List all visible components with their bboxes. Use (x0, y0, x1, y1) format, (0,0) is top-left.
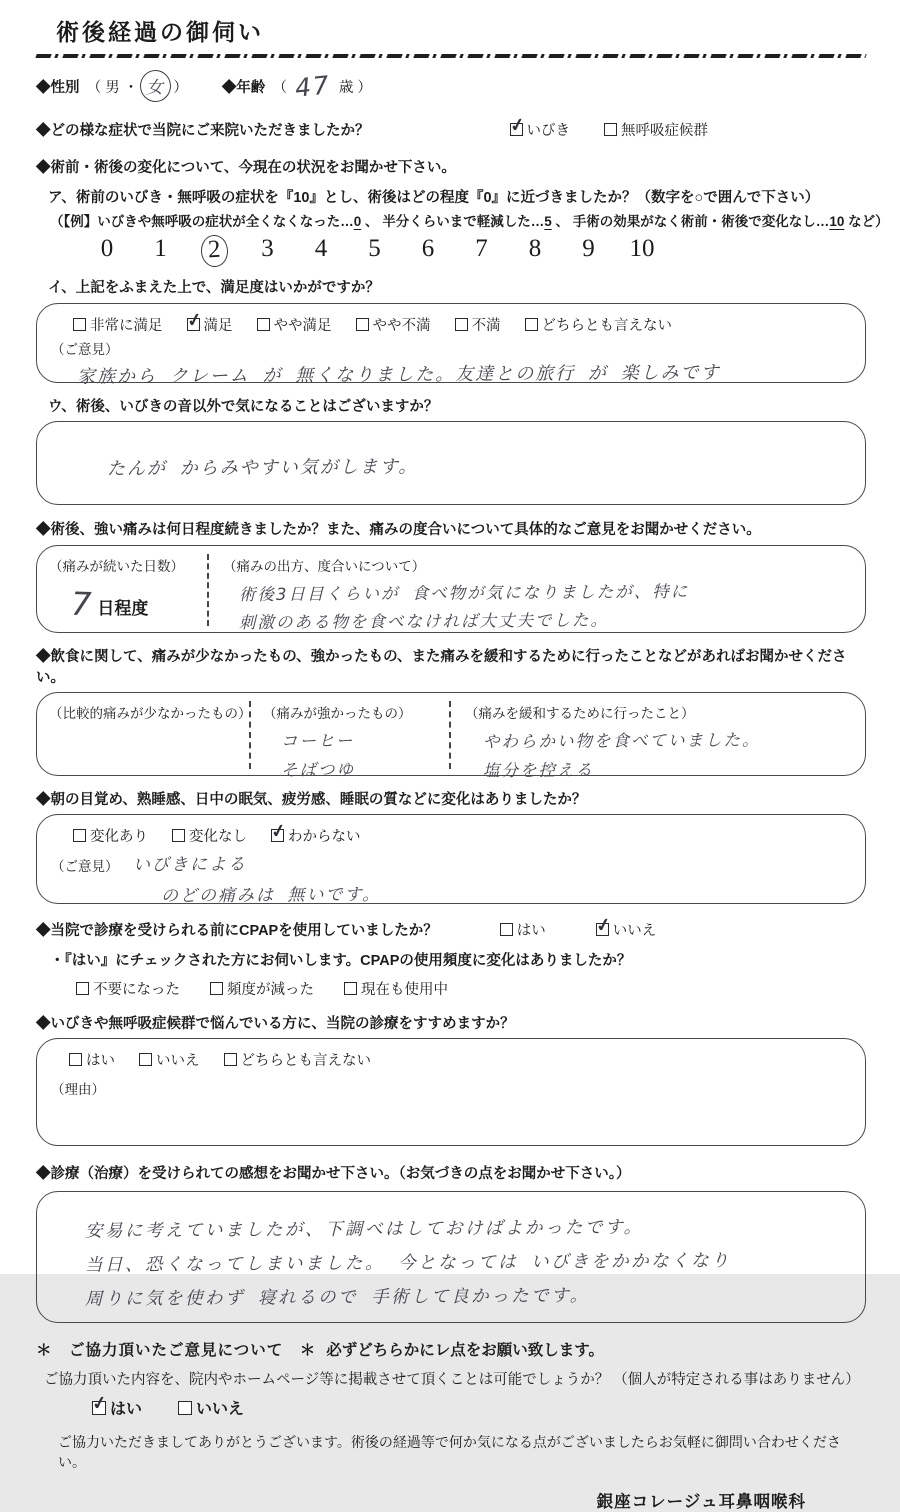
question-b: イ、上記をふまえた上で、満足度はいかがですか？ (48, 280, 380, 296)
diet-col2-line1-handwritten: コーヒー (280, 731, 355, 751)
checkbox-checked-icon[interactable] (510, 123, 523, 136)
checkbox-recommend-iie[interactable]: いいえ (139, 1049, 200, 1070)
concerns-answer-handwritten: たんが からみやすい気がします。 (106, 456, 419, 480)
sleep-question: ◆朝の目覚め、熟睡感、日中の眠気、疲労感、睡眠の質などに変化はありましたか？ (36, 792, 587, 808)
satisfaction-box (36, 303, 866, 388)
footer-heading-label: ＊ ご協力頂いたご意見について ＊ (36, 1342, 317, 1359)
checkbox-cpap-hai[interactable]: はい (500, 919, 546, 940)
checkbox-unchecked-icon[interactable] (257, 318, 270, 331)
cpap-followup-options (76, 978, 866, 999)
pain-detail-line2-handwritten: 刺激のある物を食べなければ大丈夫でした。 (238, 610, 610, 633)
diet-col1-label: （比較的痛みが少なかったもの） (49, 706, 252, 721)
gender-label: ◆性別 (36, 79, 80, 96)
page-title: 術後経過の御伺い (56, 19, 264, 45)
checkbox-unchecked-icon[interactable] (224, 1053, 237, 1066)
checkbox-permission-iie[interactable]: いいえ (178, 1396, 244, 1419)
checkbox-unchecked-icon[interactable] (178, 1401, 192, 1415)
checkbox-mukokyu[interactable]: 無呼吸症候群 (604, 119, 708, 140)
checkbox-unchecked-icon[interactable] (525, 318, 538, 331)
pain-days-unit: 日程度 (97, 599, 149, 618)
scale-4[interactable]: 4 (314, 235, 328, 262)
checkbox-unchecked-icon[interactable] (455, 318, 468, 331)
diet-box (36, 692, 866, 781)
checkbox-henka-nashi[interactable]: 変化なし (172, 825, 247, 846)
permission-options (92, 1396, 866, 1419)
question-c: ウ、術後、いびきの音以外で気になることはございますか？ (48, 399, 439, 415)
example-line: （【例】いびきや無呼吸の症状が全くなくなった…0 、 半分くらいまで軽減した…5 、 手術の効果がなく術前・術後で変化なし…10 など） (50, 214, 889, 229)
satisfaction-comment-handwritten: 家族から クレーム が 無くなりました。友達との旅行 が 楽しみです (76, 362, 721, 388)
checkbox-unchecked-icon[interactable] (604, 123, 617, 136)
permission-question: ご協力頂いた内容を、院内やホームページ等に掲載させて頂くことは可能でしょうか？ （個人が特定される事はありません） (44, 1372, 860, 1388)
reason-label: （理由） (51, 1082, 105, 1097)
sleep-box (36, 814, 866, 907)
pain-detail-line1-handwritten: 術後3日目くらいが 食べ物が気になりましたが、特に (238, 581, 690, 605)
checkbox-yaya-fuman[interactable]: やや不満 (356, 314, 431, 335)
pain-days-label: （痛みが続いた日数） (49, 559, 184, 574)
checkbox-dochira[interactable]: どちらとも言えない (525, 314, 673, 335)
checkbox-unchecked-icon[interactable] (172, 829, 185, 842)
profile-row (36, 70, 866, 102)
checkbox-hindo-hetta[interactable]: 頻度が減った (210, 978, 314, 999)
age-value-handwritten: 47 (293, 69, 333, 103)
checkbox-unchecked-icon[interactable] (139, 1053, 152, 1066)
clinic-name: 銀座コレージュ耳鼻咽喉科 (596, 1493, 806, 1511)
cpap-row (36, 919, 866, 940)
concerns-box (36, 421, 866, 505)
diet-col3-label: （痛みを緩和するために行ったこと） (465, 706, 695, 721)
gender-selected-circled: 女 (140, 70, 171, 102)
diet-question: ◆飲食に関して、痛みが少なかったもの、強かったもの、また痛みを緩和するために行ったことなどがあればお聞かせください。 (36, 649, 847, 686)
scale-10[interactable]: 10 (629, 235, 655, 262)
impressions-question: ◆診療（治療）を受けられての感想をお聞かせ下さい。（お気づきの点をお聞かせ下さい。） (36, 1166, 631, 1182)
scale-5[interactable]: 5 (368, 235, 381, 262)
checkbox-fuyo[interactable]: 不要になった (76, 978, 180, 999)
gender-options-text: （ 男 ・ (79, 79, 139, 96)
checkbox-cpap-iie[interactable]: ✓ いいえ (596, 919, 657, 940)
opinion-label: （ご意見） (51, 342, 119, 357)
scale-7[interactable]: 7 (475, 235, 488, 262)
recommend-question: ◆いびきや無呼吸症候群で悩んでいる方に、当院の診療をすすめますか？ (36, 1016, 515, 1032)
header-divider (35, 54, 866, 58)
change-heading: ◆術前・術後の変化について、今現在の状況をお聞かせ下さい。 (36, 160, 456, 176)
impressions-line1-handwritten: 安易に考えていましたが、下調べはしておけばよかったです。 (84, 1217, 644, 1242)
checkbox-checked-icon[interactable] (92, 1401, 106, 1415)
sleep-opinion-label: （ご意見） (51, 859, 119, 874)
cpap-followup-question: ・『はい』にチェックされた方にお伺いします。CPAPの使用頻度に変化はありましたか？ (50, 953, 632, 969)
recommend-box (36, 1038, 866, 1146)
checkbox-checked-icon[interactable] (271, 829, 284, 842)
impressions-line3-handwritten: 周りに気を使わず 寝れるので 手術して良かったです。 (84, 1286, 590, 1310)
age-open-paren: （ (265, 79, 288, 96)
diet-col2-line2-handwritten: そばつゆ (280, 760, 356, 780)
checkbox-recommend-dochira[interactable]: どちらとも言えない (224, 1049, 372, 1070)
scale-8[interactable]: 8 (528, 235, 542, 262)
checkbox-henka-ari[interactable]: 変化あり (73, 825, 148, 846)
checkbox-unchecked-icon[interactable] (210, 982, 223, 995)
scale-1[interactable]: 1 (154, 235, 167, 262)
impressions-line2-handwritten: 当日、恐くなってしまいました。 今となっては いびきをかかなくなり (84, 1251, 732, 1276)
question-a: ア、術前のいびき・無呼吸の症状を『10』とし、術後はどの程度『0』に近づきましたか？（数字を○で囲んで下さい） (48, 190, 820, 206)
scale-2-selected[interactable]: 2 (199, 235, 229, 267)
checkbox-hijo-manzoku[interactable]: 非常に満足 (73, 314, 163, 335)
satisfaction-options (73, 314, 845, 335)
checkbox-recommend-hai[interactable]: はい (69, 1049, 115, 1070)
scale-6[interactable]: 6 (421, 235, 435, 262)
checkbox-fuman[interactable]: 不満 (455, 314, 501, 335)
checkbox-yaya-manzoku[interactable]: やや満足 (257, 314, 332, 335)
checkbox-permission-hai[interactable]: ✓ はい (92, 1396, 142, 1419)
cpap-question: ◆当院で診療を受けられる前にCPAPを使用していましたか？ (36, 923, 438, 939)
checkbox-wakaranai[interactable]: ✓ わからない (271, 825, 361, 846)
gender-close-paren: ） (173, 79, 188, 96)
diet-col3-line1-handwritten: やわらかい物を食べていました。 (482, 730, 761, 752)
checkbox-manzoku[interactable]: ✓ 満足 (187, 314, 233, 335)
sleep-options (73, 825, 845, 846)
sleep-comment-line2-handwritten: のどの痛みは 無いです。 (160, 884, 382, 907)
scale-0[interactable]: 0 (100, 235, 114, 262)
checkbox-unchecked-icon[interactable] (356, 318, 369, 331)
age-label: ◆年齢 (221, 79, 266, 96)
checkbox-unchecked-icon[interactable] (73, 829, 86, 842)
pain-question: ◆術後、強い痛みは何日程度続きましたか？また、痛みの度合いについて具体的なご意見をお聞かせください。 (36, 522, 761, 538)
checkbox-checked-icon[interactable] (187, 318, 200, 331)
diet-col2-label: （痛みが強かったもの） (263, 706, 412, 721)
severity-scale (92, 235, 657, 267)
checkbox-unchecked-icon[interactable] (344, 982, 357, 995)
pain-days-value-handwritten: 7 (70, 584, 95, 624)
footer-heading-instruction: 必ずどちらかにレ点をお願い致します。 (326, 1342, 604, 1359)
diet-col3-line2-handwritten: 塩分を控える (482, 760, 595, 781)
scale-9[interactable]: 9 (582, 235, 595, 262)
pain-detail-label: （痛みの出方、度合いについて） (223, 559, 426, 574)
age-unit: 歳 ） (338, 79, 372, 96)
pain-box (36, 545, 866, 633)
scale-3[interactable]: 3 (261, 235, 274, 262)
checkbox-checked-icon[interactable] (596, 923, 609, 936)
impressions-box (36, 1191, 866, 1323)
checkbox-genzai-shiyochu[interactable]: 現在も使用中 (344, 978, 448, 999)
visit-question: ◆どの様な症状で当院にご来院いただきましたか？ (36, 123, 370, 139)
recommend-options (69, 1049, 845, 1070)
visit-reason-row (36, 119, 866, 140)
checkbox-unchecked-icon[interactable] (500, 923, 513, 936)
sleep-comment-line1-handwritten: いびきによる (132, 854, 247, 876)
checkbox-unchecked-icon[interactable] (76, 982, 89, 995)
checkbox-ibiki[interactable]: ✓ いびき (510, 119, 571, 140)
checkbox-unchecked-icon[interactable] (69, 1053, 82, 1066)
thanks-note: ご協力いただきましてありがとうございます。術後の経過等で何か気になる点がございましたらお気軽に御問い合わせください。 (58, 1434, 841, 1470)
footer-heading (36, 1338, 866, 1360)
checkbox-unchecked-icon[interactable] (73, 318, 86, 331)
